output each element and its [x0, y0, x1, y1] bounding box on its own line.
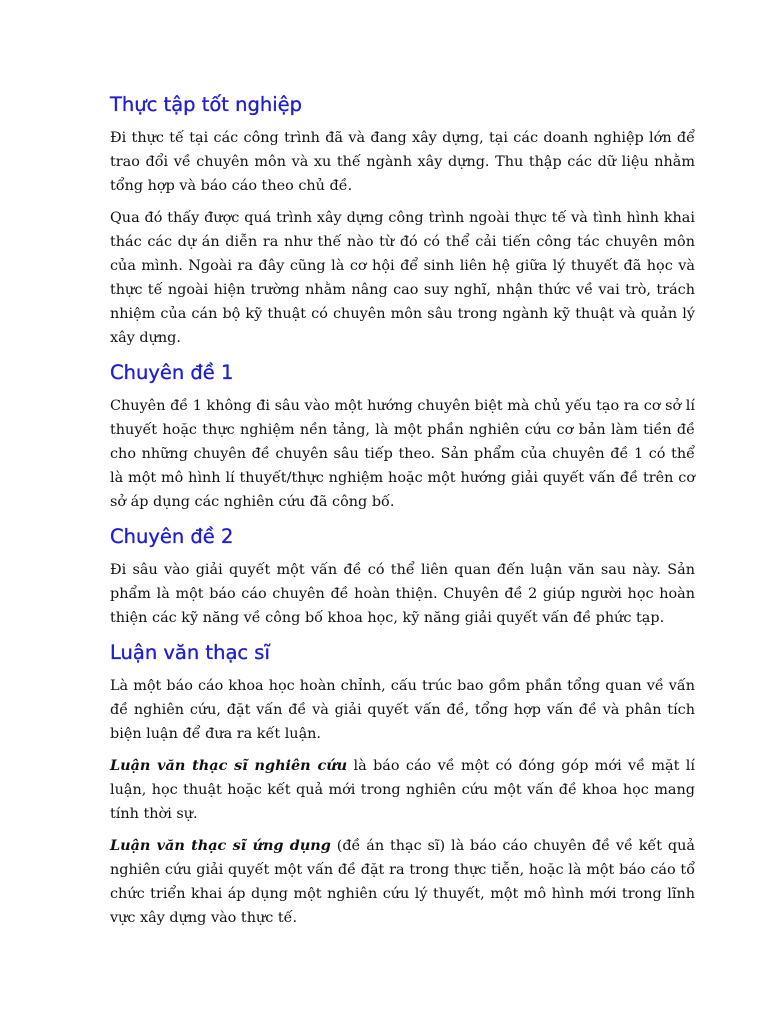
section-internship: [110, 90, 695, 350]
section-heading: Chuyên đề 2: [110, 525, 234, 548]
section-heading: Luận văn thạc sĩ: [110, 641, 270, 664]
paragraph-applied-thesis: [110, 834, 695, 930]
paragraph: Đi thực tế tại các công trình đã và đang xây dựng, tại các doanh nghiệp lớn để trao đổi về chuyên môn và xu thế ngành xây dựng. Thu thập các dữ liệu nhằm tổng hợp và báo cáo theo chủ đề.: [110, 130, 695, 194]
section-heading: Thực tập tốt nghiệp: [110, 93, 303, 116]
paragraph-research-thesis: [110, 754, 695, 826]
document-page: [110, 90, 695, 938]
section-topic-1: [110, 358, 695, 514]
definition-research-thesis: là báo cáo về một có đóng góp mới về mặt lí luận, học thuật hoặc kết quả mới trong nghiên cứu một vấn đề khoa học mang tính thời sự.: [110, 758, 696, 822]
section-topic-2: [110, 522, 695, 630]
term-research-thesis: Luận văn thạc sĩ nghiên cứu: [110, 757, 348, 774]
paragraph: Là một báo cáo khoa học hoàn chỉnh, cấu trúc bao gồm phần tổng quan về vấn đề nghiên cứu, đặt vấn đề và giải quyết vấn đề, tổng hợp vấn đề và phân tích biện luận để đưa ra kết luận.: [110, 678, 695, 742]
definition-applied-thesis: (đề án thạc sĩ) là báo cáo chuyên đề về kết quả nghiên cứu giải quyết một vấn đề đặt ra trong thực tiễn, hoặc là một báo cáo tổ chức triển khai áp dụng một nghiên cứu lý thuyết, một mô hình mới trong lĩnh vực xây dựng vào thực tế.: [110, 838, 695, 926]
term-applied-thesis: Luận văn thạc sĩ ứng dụng: [110, 837, 331, 854]
paragraph: Đi sâu vào giải quyết một vấn đề có thể liên quan đến luận văn sau này. Sản phẩm là một báo cáo chuyên đề hoàn thiện. Chuyên đề 2 giúp người học hoàn thiện các kỹ năng về công bố khoa học, kỹ năng giải quyết vấn đề phức tạp.: [110, 562, 695, 626]
section-heading: Chuyên đề 1: [110, 361, 234, 384]
paragraph: Qua đó thấy được quá trình xây dựng công trình ngoài thực tế và tình hình khai thác các dự án diễn ra như thế nào từ đó có thể cải tiến công tác chuyên môn của mình. Ngoài ra đây cũng là cơ hội để sinh liên hệ giữa lý thuyết đã học và thực tế ngoài hiện trường nhằm nâng cao suy nghĩ, nhận thức về vai trò, trách nhiệm của cán bộ kỹ thuật có chuyên môn sâu trong ngành kỹ thuật và quản lý xây dựng.: [110, 210, 695, 346]
section-thesis: [110, 638, 695, 930]
paragraph: Chuyên đề 1 không đi sâu vào một hướng chuyên biệt mà chủ yếu tạo ra cơ sở lí thuyết hoặc thực nghiệm nền tảng, là một phần nghiên cứu cơ bản làm tiền đề cho những chuyên đề chuyên sâu tiếp theo. Sản phẩm của chuyên đề 1 có thể là một mô hình lí thuyết/thực nghiệm hoặc một hướng giải quyết vấn đề trên cơ sở áp dụng các nghiên cứu đã công bố.: [110, 398, 695, 510]
